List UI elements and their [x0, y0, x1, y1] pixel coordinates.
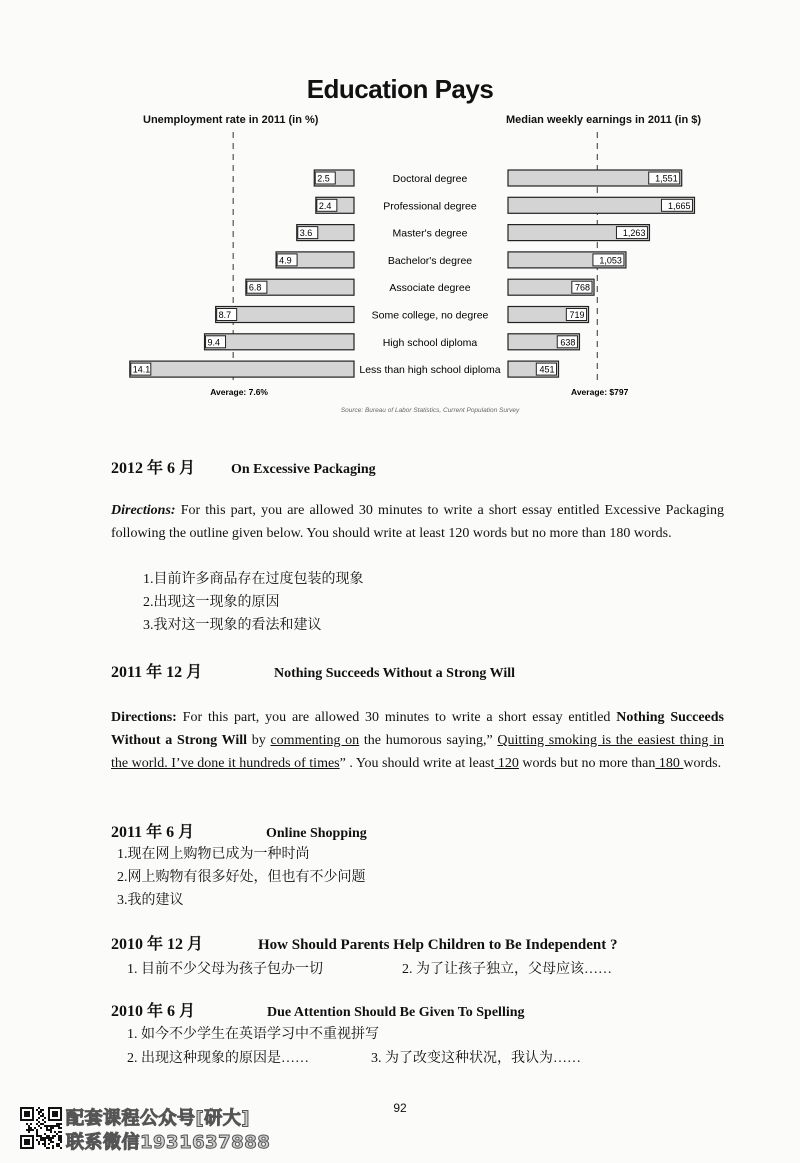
page-number: 92	[393, 1101, 407, 1115]
directions-text: words.	[683, 756, 722, 771]
earnings-value-label: 768	[574, 282, 591, 293]
section-2011-12-directions	[111, 706, 724, 775]
section-year: 2010 年 12 月	[111, 936, 204, 953]
directions-text: by	[247, 733, 271, 748]
right-axis-label: Median weekly earnings in 2011 (in $)	[506, 114, 702, 126]
essay-title: Nothing Succeeds Without a Strong Will	[111, 710, 724, 748]
section-2012-06-directions	[111, 499, 724, 545]
qr-code-icon	[20, 1107, 62, 1149]
section-title: How Should Parents Help Children to Be Independent ?	[258, 937, 618, 953]
list-item: 2.出现这一现象的原因	[143, 595, 280, 610]
category-label: Professional degree	[383, 200, 477, 213]
list-item: 1. 目前不少父母为孩子包办一切	[127, 962, 323, 977]
section-2010-06-header	[111, 998, 525, 1021]
directions-label: Directions:	[111, 710, 177, 725]
unemployment-bar	[205, 334, 354, 350]
category-label: Bachelor's degree	[387, 254, 473, 267]
directions-text: words but no more than	[518, 756, 656, 771]
unemployment-value-label: 2.4	[318, 200, 332, 211]
promo-line-2: 联系微信1931637888	[66, 1132, 271, 1153]
underlined-number: 120	[494, 756, 519, 771]
section-year: 2012 年 6 月	[111, 460, 196, 477]
promo-line-1: 配套课程公众号[研大]	[66, 1108, 250, 1129]
unemployment-value-label: 2.5	[317, 173, 330, 184]
section-2011-06-header	[111, 819, 367, 842]
category-label: Some college, no degree	[371, 309, 489, 322]
underlined-quote: Quitting smoking is the easiest thing in the world. I’ve done it hundreds of times	[111, 733, 724, 771]
chart-source: Source: Bureau of Labor Statistics, Current Population Survey	[340, 407, 520, 414]
list-item: 2. 为了让孩子独立，父母应该……	[402, 962, 612, 977]
section-title: On Excessive Packaging	[231, 462, 376, 477]
earnings-value-label: 1,053	[599, 255, 622, 266]
directions-label: Directions:	[111, 503, 176, 518]
list-item: 3.我的建议	[117, 893, 184, 908]
left-average-label: Average: 7.6%	[210, 387, 268, 397]
unemployment-value-label: 8.7	[218, 310, 232, 320]
category-label: Less than high school diploma	[359, 364, 501, 377]
list-item: 2. 出现这种现象的原因是……	[127, 1051, 309, 1066]
unemployment-value-label: 3.6	[299, 228, 313, 239]
section-2010-12-header	[111, 931, 618, 954]
unemployment-value-label: 4.9	[279, 255, 292, 266]
directions-text: For this part, you are allowed 30 minutes to write a short essay entitled Excessive Packaging following the outline given below. You should write at least 120 words but no more than 180 words.	[111, 503, 724, 541]
section-title: Nothing Succeeds Without a Strong Will	[274, 666, 516, 681]
earnings-value-label: 451	[539, 364, 555, 375]
category-label: Doctoral degree	[392, 173, 468, 185]
section-2012-06-header	[111, 455, 376, 478]
underlined-number: 180	[655, 756, 684, 771]
earnings-value-label: 1,263	[622, 228, 646, 239]
list-item: 2.网上购物有很多好处，但也有不少问题	[117, 870, 366, 885]
section-title: Online Shopping	[266, 826, 367, 841]
directions-text: ” . You should write at least	[339, 756, 495, 771]
section-year: 2011 年 6 月	[111, 824, 195, 841]
chart-title: Education Pays	[306, 74, 494, 104]
list-item: 3. 为了改变这种状况，我认为……	[371, 1051, 581, 1066]
earnings-value-label: 638	[560, 337, 576, 348]
directions-text: the humorous saying,”	[359, 733, 498, 748]
right-average-label: Average: $797	[571, 387, 629, 397]
directions-text: For this part, you are allowed 30 minutes to write a short essay entitled	[176, 710, 617, 725]
section-year: 2011 年 12 月	[111, 664, 203, 681]
category-label: High school diploma	[382, 336, 478, 349]
category-label: Master's degree	[392, 227, 468, 240]
section-2011-12-header	[111, 659, 515, 682]
earnings-value-label: 1,665	[667, 200, 691, 211]
education-chart	[0, 130, 800, 420]
list-item: 1.现在网上购物已成为一种时尚	[117, 847, 310, 862]
unemployment-value-label: 6.8	[248, 282, 262, 293]
unemployment-bar	[130, 361, 354, 377]
list-item: 1.目前许多商品存在过度包装的现象	[143, 572, 364, 587]
unemployment-value-label: 9.4	[207, 337, 221, 348]
left-axis-label: Unemployment rate in 2011 (in %)	[143, 114, 319, 126]
list-item: 3.我对这一现象的看法和建议	[143, 618, 322, 633]
category-label: Associate degree	[389, 282, 471, 295]
section-title: Due Attention Should Be Given To Spelling	[267, 1005, 525, 1020]
unemployment-value-label: 14.1	[132, 364, 151, 375]
earnings-value-label: 719	[569, 310, 585, 320]
section-year: 2010 年 6 月	[111, 1003, 196, 1020]
list-item: 1. 如今不少学生在英语学习中不重视拼写	[127, 1027, 379, 1042]
underlined-text: commenting on	[270, 733, 360, 748]
earnings-value-label: 1,551	[655, 173, 678, 184]
